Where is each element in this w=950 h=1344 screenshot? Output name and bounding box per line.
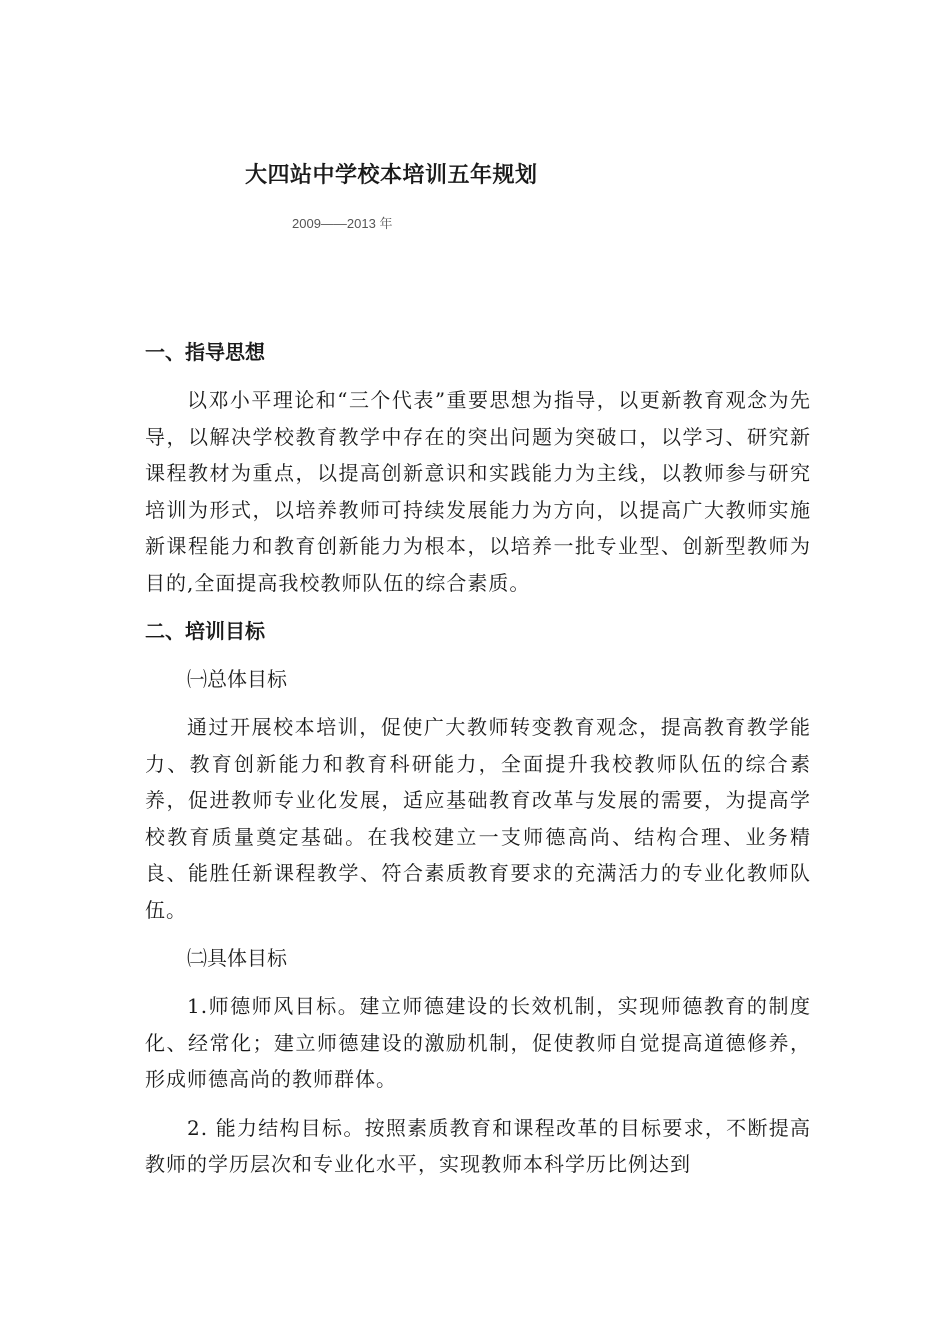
subheading-overall-goal: ㈠总体目标	[187, 667, 287, 691]
section-heading-guiding-thought: 一、指导思想	[145, 340, 265, 364]
document-title: 大四站中学校本培训五年规划	[245, 163, 538, 188]
paragraph-ability-goal: 2. 能力结构目标。按照素质教育和课程改革的目标要求，不断提高教师的学历层次和专业化水平，实现教师本科学历比例达到	[145, 1115, 811, 1176]
subheading-specific-goals: ㈡具体目标	[187, 946, 287, 970]
paragraph-overall-goal: 通过开展校本培训，促使广大教师转变教育观念，提高教育教学能力、教育创新能力和教育科研能力，全面提升我校教师队伍的综合素养，促进教师专业化发展，适应基础教育改革与发展的需要，为提高学校教育质量奠定基础。在我校建立一支师德高尚、结构合理、业务精良、能胜任新课程教学、符合素质教育要求的充满活力的专业化教师队伍。	[145, 715, 811, 922]
paragraph-guiding-thought: 以邓小平理论和“三个代表”重要思想为指导，以更新教育观念为先导，以解决学校教育教学中存在的突出问题为突破口，以学习、研究新课程教材为重点，以提高创新意识和实践能力为主线，以教师参与研究培训为形式，以培养教师可持续发展能力为方向，以提高广大教师实施新课程能力和教育创新能力为根本，以培养一批专业型、创新型教师为目的,全面提高我校教师队伍的综合素质。	[145, 388, 811, 595]
document-body	[145, 334, 811, 1195]
document-subtitle: 2009——2013 年	[292, 216, 393, 231]
section-heading-training-goals: 二、培训目标	[145, 619, 265, 643]
paragraph-ethics-goal: 1.师德师风目标。建立师德建设的长效机制，实现师德教育的制度化、经常化；建立师德建设的激励机制，促使教师自觉提高道德修养，形成师德高尚的教师群体。	[145, 994, 811, 1091]
